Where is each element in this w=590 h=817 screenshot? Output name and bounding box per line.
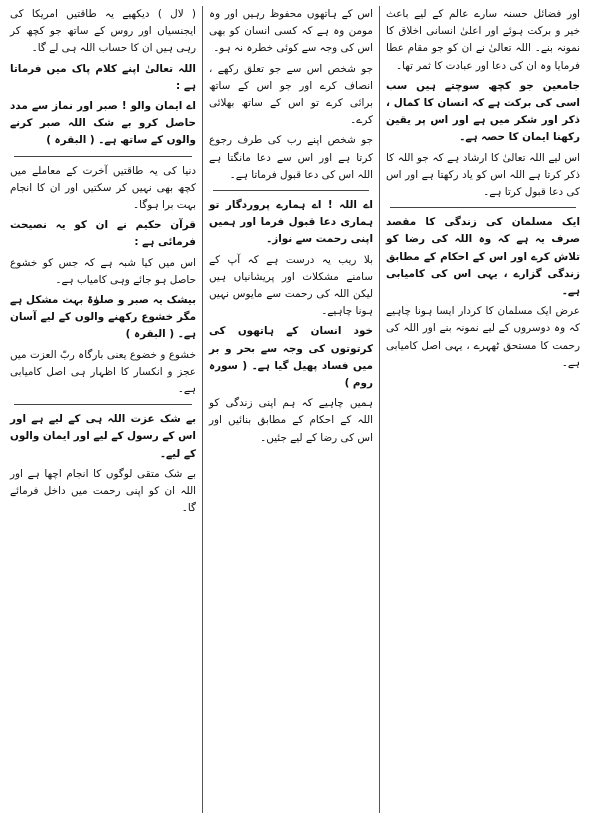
- paragraph: ایک مسلمان کی زندگی کا مقصد صرف یہ ہے کہ وہ اللہ کی رضا کو تلاش کرے اور اس کے احکام کے مطابق زندگی گزارے ، یہی اس کی کامیابی ہے۔: [386, 216, 580, 298]
- paragraph: ( لال ) دیکھیے یہ طاقتیں امریکا کی ایجنسیاں اور روس کے ساتھ جو کچھ کر رہی ہیں ان کا حساب اللہ ہی لے گا۔: [10, 8, 196, 55]
- paragraph: اے اللہ ! اے ہمارے پروردگار تو ہماری دعا قبول فرما اور ہمیں اپنی رحمت سے نواز۔: [209, 199, 373, 246]
- divider: [14, 404, 192, 405]
- paragraph: بلا ریب یہ درست ہے کہ آپ کے سامنے مشکلات اور پریشانیاں ہیں لیکن اللہ کی رحمت سے مایوس نہیں ہونا چاہیے۔: [209, 253, 373, 318]
- paragraph: بے شک عزت اللہ ہی کے لیے ہے اور اس کے رسول کے لیے اور ایمان والوں کے لیے۔: [10, 413, 196, 460]
- paragraph: دنیا کی یہ طاقتیں آخرت کے معاملے میں کچھ بھی نہیں کر سکتیں اور ان کا انجام بہت برا ہوگا۔: [10, 164, 196, 212]
- column-right: [380, 6, 584, 813]
- paragraph: خود انسان کے ہاتھوں کی کرتوتوں کی وجہ سے بحر و بر میں فساد پھیل گیا ہے۔ ( سورہ روم ): [209, 325, 373, 390]
- paragraph: اس لیے اللہ تعالیٰ کا ارشاد ہے کہ جو اللہ کا ذکر کرتا ہے اللہ اس کو یاد رکھتا ہے اور اس کی دعا قبول کرتا ہے۔: [386, 151, 580, 199]
- paragraph: بے شک متقی لوگوں کا انجام اچھا ہے اور اللہ ان کو اپنی رحمت میں داخل فرمائے گا۔: [10, 467, 196, 515]
- paragraph: عرض ایک مسلمان کا کردار ایسا ہونا چاہیے کہ وہ دوسروں کے لیے نمونہ بنے اور اللہ کی رحمت کا مستحق ٹھہرے ، یہی اصل کامیابی ہے۔: [386, 305, 580, 369]
- column-middle: [202, 6, 380, 813]
- divider: [14, 156, 192, 157]
- paragraph: خشوع و خضوع یعنی بارگاہ ربّ العزت میں عجز و انکسار کا اظہار ہی اصل کامیابی ہے۔: [10, 348, 196, 396]
- paragraph: اللہ تعالیٰ اپنے کلام پاک میں فرماتا ہے :: [10, 62, 196, 92]
- divider: [390, 207, 576, 208]
- paragraph: اور فضائل حسنہ سارے عالم کے لیے باعث خیر و برکت ہوئے اور اعلیٰ انسانی اخلاق کا نمونہ بنے۔ اللہ تعالیٰ نے ان کو جو مقام عطا فرمایا وہ ان کی دعا اور عبادت کا ثمر تھا۔: [386, 8, 580, 72]
- paragraph: ہمیں چاہیے کہ ہم اپنی زندگی کو اللہ کے احکام کے مطابق بنائیں اور اس کی رضا کے لیے جئیں۔: [209, 397, 373, 444]
- paragraph: قرآن حکیم نے ان کو یہ نصیحت فرمائی ہے :: [10, 219, 196, 249]
- paragraph: اس کے ہاتھوں محفوظ رہیں اور وہ مومن وہ ہے کہ کسی انسان کو بھی اس کی وجہ سے کوئی خطرہ نہ ہو۔: [209, 8, 373, 55]
- paragraph: جو شخص اس سے جو تعلق رکھے ، انصاف کرے اور جو اس کے ساتھ برائی کرے تو اس کے ساتھ بھلائی کرے۔: [209, 62, 373, 127]
- paragraph: بیشک یہ صبر و صلوٰۃ بہت مشکل ہے مگر خشوع رکھنے والوں کے لیے آسان ہے۔ ( البقرہ ): [10, 294, 196, 341]
- paragraph: اے ایمان والو ! صبر اور نماز سے مدد حاصل کرو بے شک اللہ صبر کرنے والوں کے ساتھ ہے۔ ( البقرہ ): [10, 100, 196, 147]
- paragraph: اس میں کیا شبہ ہے کہ جس کو خشوع حاصل ہو جائے وہی کامیاب ہے۔: [10, 256, 196, 286]
- divider: [213, 190, 369, 191]
- paragraph: جامعین جو کچھ سوچتے ہیں سب اسی کی برکت ہے کہ انسان کا کمال ، ذکر اور شکر میں ہے اور اس پر یقین رکھنا ایمان کا حصہ ہے۔: [386, 79, 580, 144]
- column-left: [6, 6, 202, 813]
- paragraph: جو شخص اپنے رب کی طرف رجوع کرتا ہے اور اس سے دعا مانگتا ہے اللہ اس کی دعا قبول فرماتا ہے۔: [209, 134, 373, 181]
